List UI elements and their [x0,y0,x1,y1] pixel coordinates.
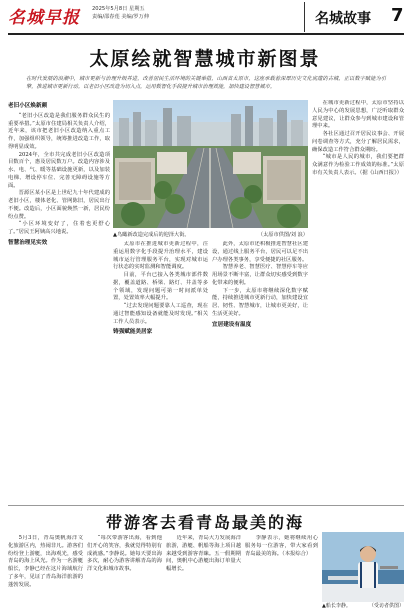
story-b-headline: 带游客去看青岛最美的海 [105,513,304,532]
subhead: 铸强赋能美居家 [113,329,153,336]
photo-credit: （太原市供图/刘 浪） [257,232,308,238]
issue-date: 2025年5月8日 星期五 [92,6,145,12]
paragraph: 近年来，青岛大力发展海洋旅游，游艇、帆船等海上项目越来越受到游客青睐。五一假期期间，奥帆中心游艇出海订单量大幅增长。 [166,535,241,572]
paragraph: 5月3日，青岛奥帆海洋文化旅游区内，热闹非凡。游客们纷纷登上游艇，出海观光，感受青岛的海上风光。作为一名游艇船长，李静已经在这片海域航行了多年，见证了青岛海洋旅游的蓬勃发展。 [8,535,83,588]
editor-credit: 责编/邵春莲 美编/罗万伸 [92,13,150,20]
paragraph: “小区环境变好了，住着也更舒心了。”居民王阿姨高兴地说。 [8,221,110,235]
paragraph: 此外，太原市还积极推进智慧社区建设，通过线上服务平台，居民可以足不出户办理各类事务，享受便捷的社区服务。 [212,241,308,263]
section-box [304,2,410,32]
paragraph: “过去发现问题要靠人工巡查，现在通过智能感知设备就能及时发现。”相关工作人员表示。 [113,303,208,325]
paragraph: 各社区通过召开居民议事会、开展问卷调查等方式，充分了解居民需求，确保改造工作符合群众期盼。 [312,131,404,153]
paragraph: 太原市在推进城市更新过程中，注重运用数字化手段提升治理水平，建设城市运行管理服务平台，实现对城市运行状态的实时监测和智能调度。 [113,241,208,271]
subhead: 宜居建设有温度 [212,321,252,328]
paragraph: 李静表示，她将继续用心服务每一位游客，带大家看到青岛最美的海。（本报综合） [245,535,318,557]
page-number: 7 [391,5,404,26]
story-divider [8,505,404,506]
story-b-column-3 [166,535,241,611]
captain-caption-text: ▲船长李静。 [322,603,351,609]
photo-caption [113,231,308,238]
paragraph: 目前，平台已接入各类城市部件数据，覆盖道路、桥梁、路灯、井盖等多个领域，发现问题可第一时间派单处置，处置效率大幅提升。 [113,272,208,302]
story-a-column-2 [113,241,208,500]
captain-photo [322,532,404,602]
masthead [0,0,410,38]
paragraph: 晋源区某小区是上世纪九十年代建成的老旧小区，楼体老化、管网陈旧，居民出行不便。改造后，小区面貌焕然一新，居民纷纷点赞。 [8,190,110,220]
story-b-column-1 [8,535,83,611]
story-a-column-1 [8,100,110,500]
city-photo-image [113,100,308,228]
header-rule [8,33,404,35]
paragraph: 智慧养老、智慧医疗、智慧停车等应用场景不断丰富，让群众切实感受到数字化带来的便利。 [212,264,308,286]
captain-photo-credit: （受访者供图） [368,603,404,609]
paragraph: “老旧小区改造是我们服务群众民生的重要举措。”太原市住建局相关负责人介绍，近年来，该市把老旧小区改造纳入重点工作，加强组织领导，统筹推进改造工作，取得明显成效。 [8,112,110,150]
city-photo [113,100,308,228]
subhead: 老旧小区焕新颜 [8,103,48,109]
section-name: 名城故事 [315,11,371,27]
photo-caption-text: ▲鸟瞰新改造完成后的迎泽大街。 [113,232,190,238]
story-b-column-2 [87,535,162,611]
paragraph: “每次带游客出海，看到他们开心的笑容，我就觉得特别有成就感。”李静说。她每天要出海多次，耐心为游客讲解青岛的海洋文化和城市故事。 [87,535,162,572]
story-a-deck: 在时代发展的浪潮中，城市更新与治理升级并进，改善居民生活环境的关键举措，山西省太原市，这座承载着深厚历史文化底蕴的古城，正以数字赋能为引擎，推进城市更新行动。以老旧小区改造为切入点，运用数智化手段提升城市治理效能，加快建设智慧城市。 [26,76,386,90]
paragraph: “城市是人民的城市，我们要把群众满意作为检验工作成效的标准。”太原市有关负责人表示。（据《山西日报》） [312,154,404,176]
newspaper-logo: 名城早报 [8,8,80,28]
masthead-meta [92,6,149,21]
paragraph: 下一步，太原市将继续深化数字赋能，持续推进城市更新行动，加快建设宜居、韧性、智慧城市，让城市更美好，让生活更美好。 [212,287,308,317]
paragraph: 在城市更新过程中，太原市坚持以人民为中心的发展思想，广泛听取群众意见建议，让群众参与到城市建设和管理中来。 [312,100,404,130]
story-b-column-4 [245,535,318,611]
subhead: 智慧治理见实效 [8,239,48,246]
captain-photo-caption [322,602,404,609]
story-a-headline: 太原绘就智慧城市新图景 [89,48,321,70]
story-a-column-4 [312,100,404,500]
paragraph: 2024年，全市共完成老旧小区改造项目数百个，惠及居民数万户。改造内容涉及水、电、气、暖等基础设施更新，以及加装电梯、增设停车位、完善无障碍设施等方面。 [8,151,110,189]
captain-photo-image [322,532,404,602]
story-a-column-3 [212,241,308,500]
